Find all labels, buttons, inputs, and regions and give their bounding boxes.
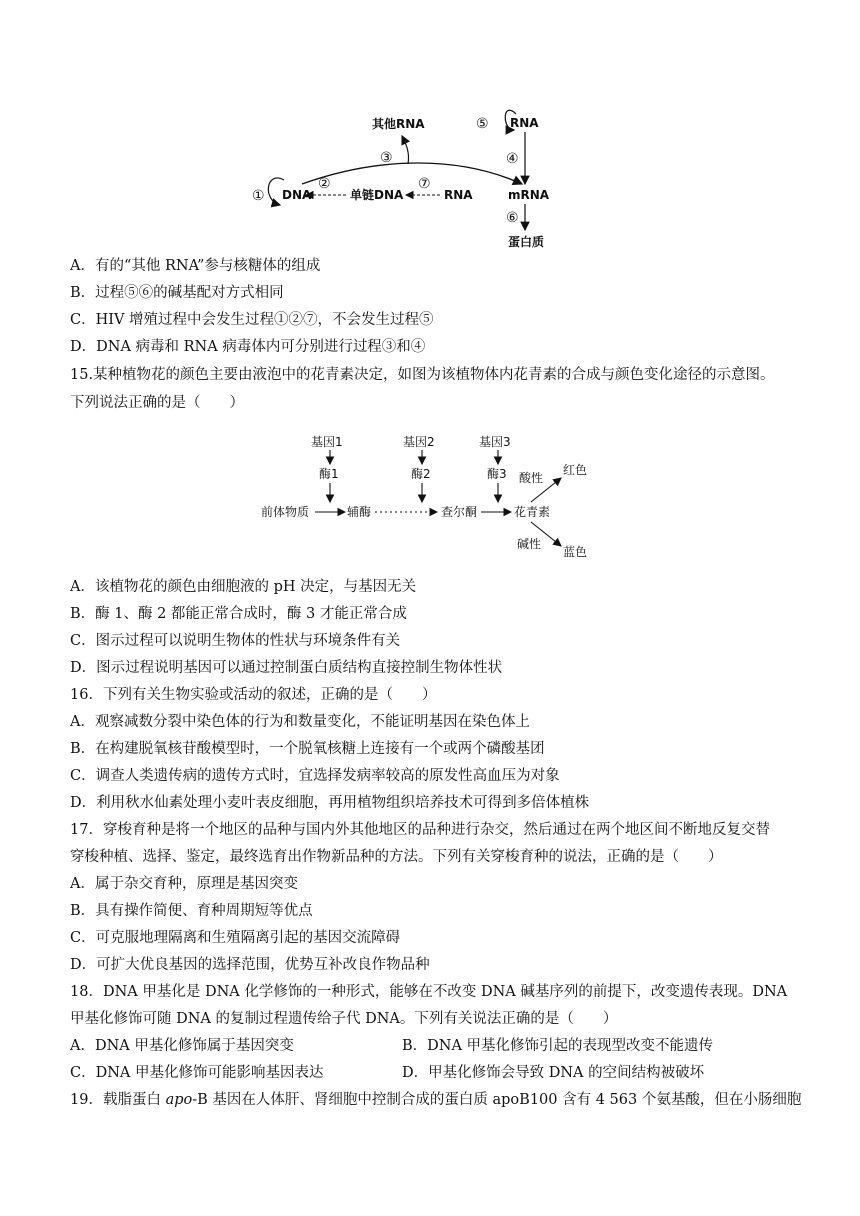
label-blue: 蓝色 <box>563 545 588 559</box>
q15-option-c: C．图示过程可以说明生物体的性状与环境条件有关 <box>70 633 401 649</box>
label-gene3: 基因3 <box>479 435 511 449</box>
q19-stem-italic: apo <box>165 1092 193 1108</box>
q15-stem-line1: 15.某种植物花的颜色主要由液泡中的花青素决定，如图为该植物体内花青素的合成与颜色变化途径的示意图。 <box>70 367 775 383</box>
label-rna-mid: RNA <box>444 188 473 202</box>
q14-option-c: C．HIV 增殖过程中会发生过程①②⑦，不会发生过程⑤ <box>70 312 434 328</box>
arrow-other-rna <box>402 136 409 164</box>
q18-option-b: B．DNA 甲基化修饰引起的表现型改变不能遗传 <box>402 1038 714 1054</box>
label-single-dna: 单链DNA <box>350 188 404 202</box>
q19-stem <box>70 1090 801 1110</box>
label-mrna: mRNA <box>508 188 550 202</box>
label-rna-top: RNA <box>510 116 539 130</box>
q17-stem-line2: 穿梭种植、选择、鉴定，最终选育出作物新品种的方法。下列有关穿梭育种的说法，正确的是（ ） <box>70 849 723 865</box>
label-other-rna: 其他RNA <box>372 117 425 131</box>
q16-option-c: C．调查人类遗传病的遗传方式时，宜选择发病率较高的原发性高血压为对象 <box>70 768 560 784</box>
q14-option-b: B．过程⑤⑥的碱基配对方式相同 <box>70 285 284 301</box>
arrow-3 <box>302 163 522 184</box>
label-n2: ② <box>318 176 331 192</box>
label-n1: ① <box>252 188 265 204</box>
q15-option-b: B．酶 1、酶 2 都能正常合成时，酶 3 才能正常合成 <box>70 606 407 622</box>
q16-stem: 16．下列有关生物实验或活动的叙述，正确的是（ ） <box>70 687 437 703</box>
label-basic: 碱性 <box>517 537 542 551</box>
label-enzyme3: 酶3 <box>487 467 507 481</box>
q18-stem-line2: 甲基化修饰可随 DNA 的复制过程遗传给子代 DNA。下列有关说法正确的是（ ） <box>70 1011 618 1027</box>
label-n4: ④ <box>506 151 519 167</box>
q17-stem-line1: 17．穿梭育种是将一个地区的品种与国内外其他地区的品种进行杂交，然后通过在两个地区间不断地反复交替 <box>70 822 770 838</box>
label-protein: 蛋白质 <box>508 235 545 249</box>
label-chalcone: 查尔酮 <box>441 505 478 519</box>
q15-option-a: A．该植物花的颜色由细胞液的 pH 决定，与基因无关 <box>70 579 417 595</box>
q19-stem-pre: 19．载脂蛋白 <box>70 1092 166 1108</box>
q15-stem-line2: 下列说法正确的是（ ） <box>70 395 244 411</box>
q16-option-a: A．观察减数分裂中染色体的行为和数量变化，不能证明基因在染色体上 <box>70 714 530 730</box>
label-n5: ⑤ <box>476 116 489 132</box>
q19-stem-post: -B 基因在人体肝、肾细胞中控制合成的蛋白质 apoB100 含有 4 563 个氨基酸，但在小肠细胞 <box>192 1092 802 1108</box>
label-gene1: 基因1 <box>311 435 343 449</box>
q18-option-a: A．DNA 甲基化修饰属于基因突变 <box>70 1038 294 1054</box>
label-precursor: 前体物质 <box>261 505 310 519</box>
q17-option-c: C．可克服地理隔离和生殖隔离引起的基因交流障碍 <box>70 930 401 946</box>
label-enzyme2: 酶2 <box>411 467 431 481</box>
label-enzyme1: 酶1 <box>319 467 339 481</box>
q18-option-c: C．DNA 甲基化修饰可能影响基因表达 <box>70 1065 324 1081</box>
label-gene2: 基因2 <box>403 435 435 449</box>
central-dogma-diagram <box>240 100 580 252</box>
label-n3: ③ <box>380 150 393 166</box>
q14-option-a: A．有的“其他 RNA”参与核糖体的组成 <box>70 258 321 274</box>
label-coenzyme: 辅酶 <box>347 505 372 519</box>
q18-stem-line1: 18．DNA 甲基化是 DNA 化学修饰的一种形式，能够在不改变 DNA 碱基序列的前提下，改变遗传表现。DNA <box>70 984 788 1000</box>
q17-option-d: D．可扩大优良基因的选择范围，优势互补改良作物品种 <box>70 957 430 973</box>
label-acidic: 酸性 <box>519 471 544 485</box>
label-red: 红色 <box>563 463 588 477</box>
q17-option-b: B．具有操作简便、育种周期短等优点 <box>70 903 313 919</box>
q16-option-d: D．利用秋水仙素处理小麦叶表皮细胞，再用植物组织培养技术可得到多倍体植株 <box>70 795 590 811</box>
label-n6: ⑥ <box>506 210 519 226</box>
q17-option-a: A．属于杂交育种，原理是基因突变 <box>70 876 298 892</box>
q15-option-d: D．图示过程说明基因可以通过控制蛋白质结构直接控制生物体性状 <box>70 660 503 676</box>
anthocyanin-pathway-diagram <box>255 428 605 564</box>
q18-option-d: D．甲基化修饰会导致 DNA 的空间结构被破坏 <box>402 1065 705 1081</box>
label-n7: ⑦ <box>418 176 431 192</box>
label-dna: DNA <box>282 188 312 202</box>
q16-option-b: B．在构建脱氧核苷酸模型时，一个脱氧核糖上连接有一个或两个磷酸基团 <box>70 741 545 757</box>
label-anthocyanin: 花青素 <box>514 505 551 519</box>
q14-option-d: D．DNA 病毒和 RNA 病毒体内可分别进行过程③和④ <box>70 339 426 355</box>
